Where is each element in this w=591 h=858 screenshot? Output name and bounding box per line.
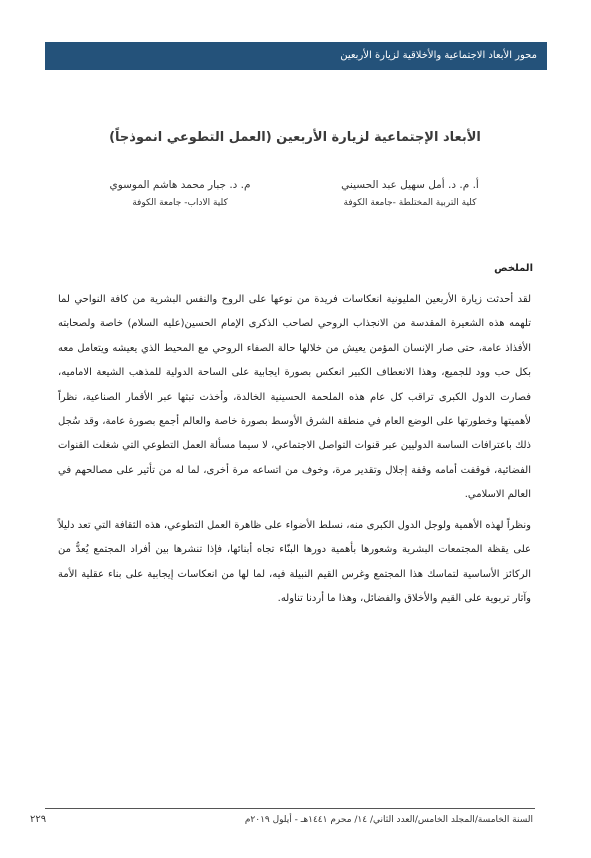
abstract-paragraph-2: ونظراً لهذه الأهمية ولوجل الدول الكبرى منه، نسلط الأضواء على ظاهرة العمل التطوعي، هذه الثقافة التي تعد دليلاً على يقظة المجتمعات البشرية وشعورها بأهمية دورها البنّاء تجاه أبنائها، فإذا تنشرها بين أفراد المجتمع يُعدُّ من الركائز الأساسية لتماسك هذا المجتمع وغرس القيم النبيلة فيه، لما لها من انعكاسات إيجابية على بناء عقلية الأمة وآثار تربوية على القيم والأخلاق والفضائل، وهذا ما أردنا تناوله. [58, 520, 531, 605]
author-block-1 [300, 179, 520, 208]
footer-divider [45, 808, 535, 809]
author-affiliation-1: كلية التربية المختلطة -جامعة الكوفة [343, 198, 477, 208]
running-header-title: محور الأبعاد الاجتماعية والأخلاقية لزيارة الأربعين [340, 50, 537, 61]
author-affiliation-2: كلية الاداب- جامعة الكوفة [132, 198, 228, 208]
author-name-1: أ. م. د. أمل سهيل عبد الحسيني [341, 179, 479, 191]
author-name-2: م. د. جبار محمد هاشم الموسوي [109, 179, 251, 191]
footer-citation: السنة الخامسة/المجلد الخامس/العدد الثاني/ ١٤/ محرم ١٤٤١هـ - أيلول ٢٠١٩م [244, 815, 533, 825]
author-block-2 [70, 179, 290, 208]
abstract-heading: الملخص [494, 263, 533, 274]
running-header-bar [45, 42, 547, 70]
page-number: ٢٢٩ [30, 814, 47, 825]
abstract-paragraph-1: لقد أحدثت زيارة الأربعين المليونية انعكاسات فريدة من نوعها على الروح والنفس البشرية من كافة النواحي لما تلهمه هذه الشعيرة المقدسة من الانجذاب الروحي لصاحب الذكرى الإمام الحسين(عليه السلام) خاصة ولصحابته الأفذاذ عامة، حتى صار الإنسان المؤمن يعيش من خلالها حالة الصفاء الروحي مع المحيط الذي يعيشه ويتعامل معه بكل حب وود للجميع، وهذا الانعطاف الكبير انعكس بصورة ايجابية على الساحة الدولية للمذهب الشيعة الاماميه، فصارت الدول الكبرى تراقب كل عام هذه الملحمة الحسينية الخالدة، وأخذت تبثها عبر الأقمار الصناعية، نظراً لأهميتها وخطورتها على الوضع العام في منطقة الشرق الأوسط بصورة خاصة والعالم أجمع بصورة عامة، وقد سُجل ذلك باعترافات الساسة الدوليين عبر قنوات التواصل الاجتماعي، لا سيما مسألة العمل التطوعي التي شغلت القنوات الفضائية، فوقفت أمامه وقفة إجلال وتقدير مرة، وخوف من اتساعه مرة أخرى، لما له من تأثير على مصالحهم في العالم الاسلامي. [58, 294, 531, 501]
paper-title: الأبعاد الإجتماعية لزيارة الأربعين (العمل التطوعي انموذجاً) [109, 130, 481, 145]
